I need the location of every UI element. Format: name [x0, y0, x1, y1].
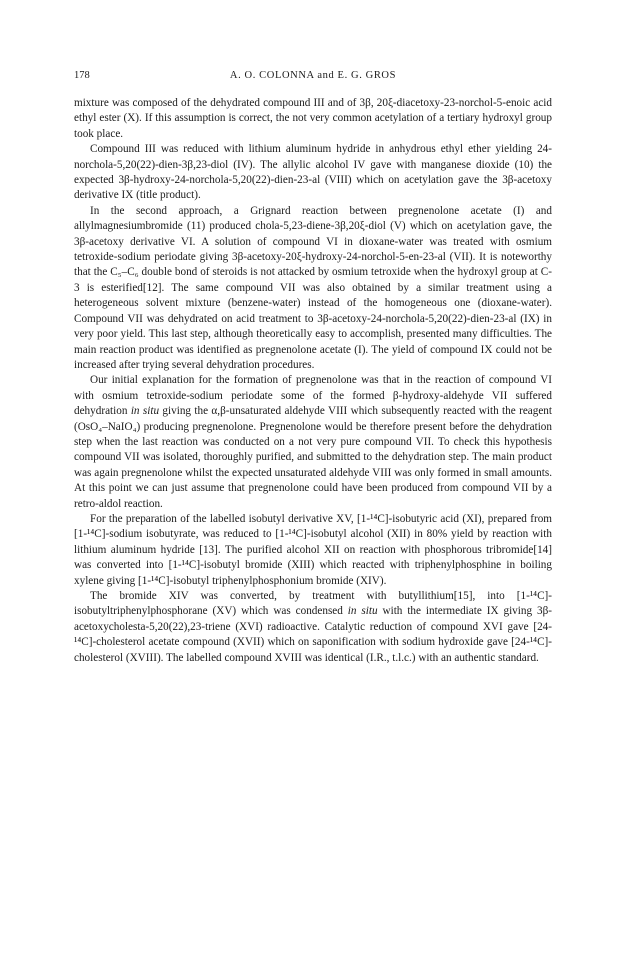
page-number: 178 [74, 70, 90, 81]
paragraph-grignard-approach: In the second approach, a Grignard reaction between pregnenolone acetate (I) and allylmagnesiumbromide (11) produced chola-5,23-diene-3β,20ξ-diol (V) which on acetylation gave, the 3β-acetoxy derivative VI. A solution of compound VI in dioxane-water was treated with osmium tetroxide-sodium periodate giving 3β-acetoxy-20ξ-hydroxy-24-norchol-5-en-23-al (VII). It is noteworthy that the C₅–C₆ double bond of steroids is not attacked by osmium tetroxide when the hydroxyl group at C-3 is esterified[12]. The same compound VII was also obtained by a similar treatment using a heterogeneous solvent mixture (benzene-water) instead of the homogeneous one (dioxane-water). Compound VII was dehydrated on acid treatment to 3β-acetoxy-24-norchola-5,20(22)-dien-23-al (IX) in very poor yield. This last step, although theoretically easy to accomplish, presented many difficulties. The main reaction product was identified as pregnenolone acetate (I). The yield of compound IX could not be increased after trying several dehydration procedures. [74, 204, 552, 371]
paragraph-pregnenolone-explanation: Our initial explanation for the formation of pregnenolone was that in the reaction of compound VI with osmium tetroxide-sodium periodate some of the formed β-hydroxy-aldehyde VII suffered dehydration in situ giving the α,β-unsaturated aldehyde VIII which subsequently reacted with the reagent (OsO₄–NaIO₄) producing pregnenolone. Pregnenolone would be therefore present before the dehydration step when the last reaction was conducted on a not very pure compound VII. To check this hypothesis compound VII was isolated, thoroughly purified, and submitted to the dehydration step. The main product was again pregnenolone whilst the expected unsaturated aldehyde VIII was only formed in small amounts. At this point we can just assume that pregnenolone could have been produced from compound VII by a retro-aldol reaction. [74, 374, 553, 510]
running-head: A. O. COLONNA and E. G. GROS [229, 70, 397, 81]
paragraph-labelled-isobutyl: For the preparation of the labelled isobutyl derivative XV, [1-¹⁴C]-isobutyric acid (XI), prepared from [1-¹⁴C]-sodium isobutyrate, was reduced to [1-¹⁴C]-isobutyl alcohol (XII) in 80% yield by reaction with lithium aluminum hydride [13]. The purified alcohol XII on reaction with phosphorous tribromide[14] was converted into [1-¹⁴C]-isobutyl bromide (XIII) which reacted with triphenylphosphine in boiling xylene giving [1-¹⁴C]-isobutyl triphenylphosphonium bromide (XIV). [74, 512, 552, 587]
paragraph-bromide-conversion: The bromide XIV was converted, by treatment with butyllithium[15], into [1-¹⁴C]-isobutyltriphenylphosphorane (XV) which was condensed in situ with the intermediate IX giving 3β-acetoxycholesta-5,20(22),23-triene (XVI) radioactive. Catalytic reduction of compound XVI gave [24-¹⁴C]-cholesterol acetate compound (XVII) which on saponification with sodium hydroxide gave [24-¹⁴C]-cholesterol (XVIII). The labelled compound XVIII was identical (I.R., t.l.c.) with an authentic standard. [74, 590, 552, 664]
paragraph-continuation: mixture was composed of the dehydrated compound III and of 3β, 20ξ-diacetoxy-23-norchol-5-enoic acid ethyl ester (X). If this assumption is correct, the not very common acetylation of a tertiary hydroxyl group took place. [74, 97, 552, 140]
paragraph-compound-iii-reduction: Compound III was reduced with lithium aluminum hydride in anhydrous ethyl ether yielding 24-norchola-5,20(22)-dien-3β,23-diol (IV). The allylic alcohol IV gave with manganese dioxide (10) the expected 3β-hydroxy-24-norchola-5,20(22)-dien-23-al (VIII) which on acetylation gave the 3β-acetoxy derivative IX (title product). [74, 143, 552, 202]
page-header [74, 70, 552, 86]
body-text [74, 96, 552, 666]
